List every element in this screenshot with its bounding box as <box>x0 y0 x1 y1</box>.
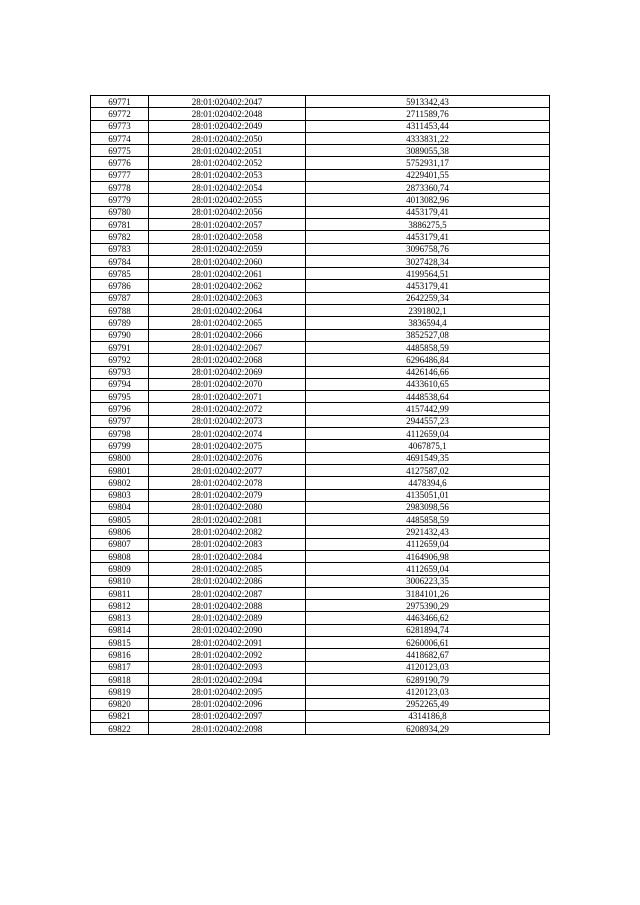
row-number-cell: 69793 <box>91 366 149 378</box>
cadastral-value-cell: 6260006,61 <box>306 637 550 649</box>
cadastral-value-cell: 6296486,84 <box>306 354 550 366</box>
cadastral-number-cell: 28:01:020402:2086 <box>149 575 306 587</box>
cadastral-number-cell: 28:01:020402:2064 <box>149 305 306 317</box>
cadastral-number-cell: 28:01:020402:2069 <box>149 366 306 378</box>
cadastral-value-cell: 2711589,76 <box>306 108 550 120</box>
table-row <box>91 649 550 661</box>
cadastral-value-cell: 4112659,04 <box>306 428 550 440</box>
table-row <box>91 624 550 636</box>
table-row <box>91 169 550 181</box>
table-row <box>91 231 550 243</box>
table-row <box>91 464 550 476</box>
cadastral-value-cell: 4453179,41 <box>306 280 550 292</box>
row-number-cell: 69815 <box>91 637 149 649</box>
cadastral-value-cell: 6281894,74 <box>306 624 550 636</box>
cadastral-value-cell: 3096758,76 <box>306 243 550 255</box>
row-number-cell: 69814 <box>91 624 149 636</box>
cadastral-number-cell: 28:01:020402:2073 <box>149 415 306 427</box>
row-number-cell: 69822 <box>91 723 149 735</box>
cadastral-value-cell: 4135051,01 <box>306 489 550 501</box>
cadastral-number-cell: 28:01:020402:2087 <box>149 587 306 599</box>
cadastral-number-cell: 28:01:020402:2054 <box>149 182 306 194</box>
row-number-cell: 69805 <box>91 514 149 526</box>
table-row <box>91 206 550 218</box>
row-number-cell: 69808 <box>91 550 149 562</box>
row-number-cell: 69809 <box>91 563 149 575</box>
row-number-cell: 69817 <box>91 661 149 673</box>
table-row <box>91 501 550 513</box>
cadastral-value-cell: 4112659,04 <box>306 538 550 550</box>
cadastral-number-cell: 28:01:020402:2055 <box>149 194 306 206</box>
row-number-cell: 69790 <box>91 329 149 341</box>
table-row <box>91 489 550 501</box>
row-number-cell: 69775 <box>91 145 149 157</box>
row-number-cell: 69816 <box>91 649 149 661</box>
table-row <box>91 378 550 390</box>
cadastral-value-cell: 4127587,02 <box>306 464 550 476</box>
row-number-cell: 69773 <box>91 120 149 132</box>
row-number-cell: 69791 <box>91 341 149 353</box>
cadastral-value-cell: 4112659,04 <box>306 563 550 575</box>
cadastral-value-cell: 4311453,44 <box>306 120 550 132</box>
table-row <box>91 157 550 169</box>
cadastral-value-cell: 3836594,4 <box>306 317 550 329</box>
row-number-cell: 69771 <box>91 96 149 108</box>
row-number-cell: 69778 <box>91 182 149 194</box>
table-row <box>91 563 550 575</box>
cadastral-value-cell: 2873360,74 <box>306 182 550 194</box>
table-row <box>91 673 550 685</box>
cadastral-value-cell: 4433610,65 <box>306 378 550 390</box>
cadastral-number-cell: 28:01:020402:2077 <box>149 464 306 476</box>
cadastral-number-cell: 28:01:020402:2092 <box>149 649 306 661</box>
table-row <box>91 612 550 624</box>
cadastral-number-cell: 28:01:020402:2080 <box>149 501 306 513</box>
table-row <box>91 600 550 612</box>
cadastral-number-cell: 28:01:020402:2079 <box>149 489 306 501</box>
cadastral-value-cell: 4333831,22 <box>306 132 550 144</box>
row-number-cell: 69804 <box>91 501 149 513</box>
table-row <box>91 280 550 292</box>
table-row <box>91 305 550 317</box>
cadastral-number-cell: 28:01:020402:2050 <box>149 132 306 144</box>
row-number-cell: 69810 <box>91 575 149 587</box>
cadastral-number-cell: 28:01:020402:2052 <box>149 157 306 169</box>
cadastral-value-cell: 4426146,66 <box>306 366 550 378</box>
row-number-cell: 69800 <box>91 452 149 464</box>
cadastral-value-cell: 4314186,8 <box>306 710 550 722</box>
cadastral-number-cell: 28:01:020402:2062 <box>149 280 306 292</box>
row-number-cell: 69772 <box>91 108 149 120</box>
cadastral-number-cell: 28:01:020402:2051 <box>149 145 306 157</box>
cadastral-number-cell: 28:01:020402:2095 <box>149 686 306 698</box>
cadastral-value-cell: 4453179,41 <box>306 231 550 243</box>
cadastral-number-cell: 28:01:020402:2071 <box>149 391 306 403</box>
row-number-cell: 69779 <box>91 194 149 206</box>
table-row <box>91 255 550 267</box>
table-row <box>91 415 550 427</box>
table-row <box>91 514 550 526</box>
cadastral-number-cell: 28:01:020402:2066 <box>149 329 306 341</box>
row-number-cell: 69776 <box>91 157 149 169</box>
row-number-cell: 69777 <box>91 169 149 181</box>
cadastral-number-cell: 28:01:020402:2082 <box>149 526 306 538</box>
row-number-cell: 69821 <box>91 710 149 722</box>
row-number-cell: 69798 <box>91 428 149 440</box>
cadastral-value-cell: 4229401,55 <box>306 169 550 181</box>
cadastral-number-cell: 28:01:020402:2083 <box>149 538 306 550</box>
row-number-cell: 69801 <box>91 464 149 476</box>
cadastral-number-cell: 28:01:020402:2059 <box>149 243 306 255</box>
row-number-cell: 69785 <box>91 268 149 280</box>
cadastral-number-cell: 28:01:020402:2093 <box>149 661 306 673</box>
table-row <box>91 194 550 206</box>
cadastral-number-cell: 28:01:020402:2096 <box>149 698 306 710</box>
table-row <box>91 661 550 673</box>
row-number-cell: 69803 <box>91 489 149 501</box>
row-number-cell: 69792 <box>91 354 149 366</box>
row-number-cell: 69787 <box>91 292 149 304</box>
cadastral-value-cell: 2391802,1 <box>306 305 550 317</box>
table-row <box>91 120 550 132</box>
table-row <box>91 550 550 562</box>
cadastral-number-cell: 28:01:020402:2068 <box>149 354 306 366</box>
table-row <box>91 292 550 304</box>
row-number-cell: 69786 <box>91 280 149 292</box>
table-row <box>91 428 550 440</box>
table-row <box>91 526 550 538</box>
cadastral-value-cell: 2975390,29 <box>306 600 550 612</box>
cadastral-number-cell: 28:01:020402:2060 <box>149 255 306 267</box>
cadastral-value-table <box>90 95 550 735</box>
cadastral-value-cell: 3006223,35 <box>306 575 550 587</box>
table-row <box>91 96 550 108</box>
table-row <box>91 587 550 599</box>
row-number-cell: 69796 <box>91 403 149 415</box>
cadastral-number-cell: 28:01:020402:2074 <box>149 428 306 440</box>
cadastral-number-cell: 28:01:020402:2098 <box>149 723 306 735</box>
cadastral-value-cell: 4013082,96 <box>306 194 550 206</box>
table-row <box>91 366 550 378</box>
cadastral-value-cell: 4478394,6 <box>306 477 550 489</box>
cadastral-value-cell: 4164906,98 <box>306 550 550 562</box>
cadastral-value-cell: 2944557,23 <box>306 415 550 427</box>
cadastral-number-cell: 28:01:020402:2085 <box>149 563 306 575</box>
row-number-cell: 69797 <box>91 415 149 427</box>
cadastral-number-cell: 28:01:020402:2070 <box>149 378 306 390</box>
row-number-cell: 69807 <box>91 538 149 550</box>
cadastral-number-cell: 28:01:020402:2078 <box>149 477 306 489</box>
cadastral-number-cell: 28:01:020402:2089 <box>149 612 306 624</box>
row-number-cell: 69818 <box>91 673 149 685</box>
row-number-cell: 69806 <box>91 526 149 538</box>
table-row <box>91 182 550 194</box>
row-number-cell: 69820 <box>91 698 149 710</box>
cadastral-value-cell: 4453179,41 <box>306 206 550 218</box>
cadastral-value-cell: 4120123,03 <box>306 661 550 673</box>
cadastral-number-cell: 28:01:020402:2090 <box>149 624 306 636</box>
cadastral-number-cell: 28:01:020402:2076 <box>149 452 306 464</box>
cadastral-number-cell: 28:01:020402:2065 <box>149 317 306 329</box>
table-row <box>91 243 550 255</box>
cadastral-value-cell: 4485858,59 <box>306 341 550 353</box>
cadastral-value-cell: 4418682,67 <box>306 649 550 661</box>
cadastral-number-cell: 28:01:020402:2049 <box>149 120 306 132</box>
table-row <box>91 391 550 403</box>
cadastral-value-cell: 6289190,79 <box>306 673 550 685</box>
table-row <box>91 341 550 353</box>
cadastral-value-cell: 4199564,51 <box>306 268 550 280</box>
cadastral-value-cell: 4463466,62 <box>306 612 550 624</box>
cadastral-value-cell: 3886275,5 <box>306 218 550 230</box>
table-row <box>91 452 550 464</box>
cadastral-number-cell: 28:01:020402:2061 <box>149 268 306 280</box>
cadastral-number-cell: 28:01:020402:2072 <box>149 403 306 415</box>
row-number-cell: 69819 <box>91 686 149 698</box>
table-row <box>91 268 550 280</box>
table-row <box>91 637 550 649</box>
row-number-cell: 69782 <box>91 231 149 243</box>
cadastral-value-cell: 3027428,34 <box>306 255 550 267</box>
cadastral-number-cell: 28:01:020402:2067 <box>149 341 306 353</box>
cadastral-value-cell: 3184101,26 <box>306 587 550 599</box>
table-row <box>91 686 550 698</box>
row-number-cell: 69781 <box>91 218 149 230</box>
cadastral-value-cell: 4067875,1 <box>306 440 550 452</box>
cadastral-value-cell: 6208934,29 <box>306 723 550 735</box>
table-row <box>91 108 550 120</box>
cadastral-value-cell: 2921432,43 <box>306 526 550 538</box>
table-row <box>91 538 550 550</box>
row-number-cell: 69812 <box>91 600 149 612</box>
cadastral-value-cell: 4448538,64 <box>306 391 550 403</box>
table-row <box>91 575 550 587</box>
cadastral-value-cell: 4157442,99 <box>306 403 550 415</box>
cadastral-number-cell: 28:01:020402:2084 <box>149 550 306 562</box>
cadastral-number-cell: 28:01:020402:2056 <box>149 206 306 218</box>
cadastral-number-cell: 28:01:020402:2057 <box>149 218 306 230</box>
cadastral-value-cell: 4120123,03 <box>306 686 550 698</box>
row-number-cell: 69811 <box>91 587 149 599</box>
row-number-cell: 69794 <box>91 378 149 390</box>
table-row <box>91 403 550 415</box>
row-number-cell: 69788 <box>91 305 149 317</box>
cadastral-number-cell: 28:01:020402:2063 <box>149 292 306 304</box>
row-number-cell: 69774 <box>91 132 149 144</box>
cadastral-value-cell: 5752931,17 <box>306 157 550 169</box>
table-row <box>91 132 550 144</box>
cadastral-number-cell: 28:01:020402:2088 <box>149 600 306 612</box>
cadastral-value-cell: 2952265,49 <box>306 698 550 710</box>
cadastral-number-cell: 28:01:020402:2048 <box>149 108 306 120</box>
cadastral-number-cell: 28:01:020402:2058 <box>149 231 306 243</box>
cadastral-value-cell: 4485858,59 <box>306 514 550 526</box>
row-number-cell: 69780 <box>91 206 149 218</box>
table-row <box>91 477 550 489</box>
cadastral-number-cell: 28:01:020402:2053 <box>149 169 306 181</box>
cadastral-value-cell: 3852527,08 <box>306 329 550 341</box>
cadastral-value-cell: 5913342,43 <box>306 96 550 108</box>
cadastral-value-cell: 3089055,38 <box>306 145 550 157</box>
table-row <box>91 145 550 157</box>
cadastral-value-cell: 4691549,35 <box>306 452 550 464</box>
table-row <box>91 218 550 230</box>
cadastral-number-cell: 28:01:020402:2094 <box>149 673 306 685</box>
table-row <box>91 710 550 722</box>
cadastral-number-cell: 28:01:020402:2075 <box>149 440 306 452</box>
row-number-cell: 69795 <box>91 391 149 403</box>
row-number-cell: 69799 <box>91 440 149 452</box>
table-row <box>91 329 550 341</box>
row-number-cell: 69789 <box>91 317 149 329</box>
table-row <box>91 440 550 452</box>
cadastral-number-cell: 28:01:020402:2091 <box>149 637 306 649</box>
row-number-cell: 69813 <box>91 612 149 624</box>
cadastral-number-cell: 28:01:020402:2081 <box>149 514 306 526</box>
table-row <box>91 698 550 710</box>
row-number-cell: 69783 <box>91 243 149 255</box>
table-row <box>91 317 550 329</box>
table-body <box>91 96 550 735</box>
row-number-cell: 69802 <box>91 477 149 489</box>
table-row <box>91 723 550 735</box>
row-number-cell: 69784 <box>91 255 149 267</box>
cadastral-number-cell: 28:01:020402:2097 <box>149 710 306 722</box>
cadastral-number-cell: 28:01:020402:2047 <box>149 96 306 108</box>
cadastral-value-cell: 2983098,56 <box>306 501 550 513</box>
cadastral-value-cell: 2642259,34 <box>306 292 550 304</box>
table-row <box>91 354 550 366</box>
